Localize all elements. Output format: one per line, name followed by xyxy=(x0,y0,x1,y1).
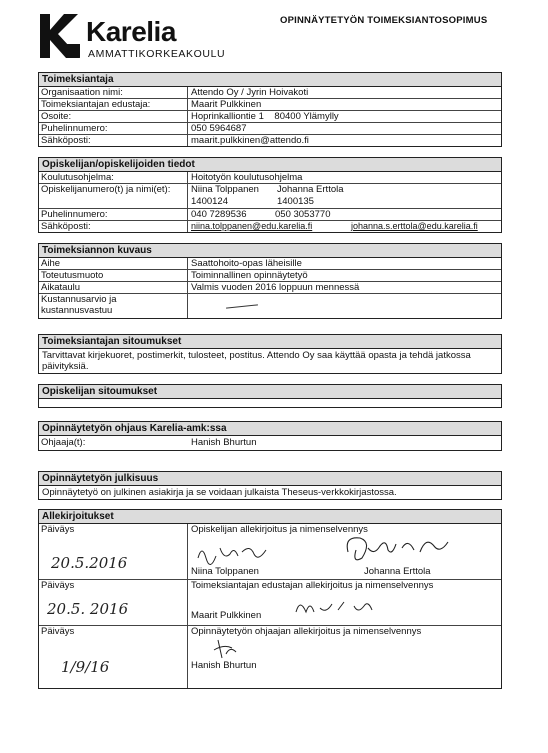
signature-cell[interactable] xyxy=(188,524,501,579)
section-opiskelija-sitoumukset xyxy=(38,384,502,408)
publicity-text: Opinnäytetyö on julkinen asiakirja ja se voidaan julkaista Theseus-verkkokirjastossa. xyxy=(42,487,397,498)
section-toimeksiantaja xyxy=(38,72,502,147)
student-phones-field[interactable] xyxy=(188,209,501,220)
supervisor-field[interactable]: Hanish Bhurtun xyxy=(191,437,257,448)
section-sitoumukset xyxy=(38,334,502,374)
signature-2-image xyxy=(338,532,458,566)
row-label: Sähköposti: xyxy=(39,221,188,232)
handwritten-date: 1/9/16 xyxy=(61,658,110,676)
logo-subtitle: AMMATTIKORKEAKOULU xyxy=(88,48,226,60)
section-heading: Opinnäytetyön ohjaus Karelia-amk:ssa xyxy=(39,422,501,436)
signer-name: Maarit Pulkkinen xyxy=(191,610,262,621)
cost-field[interactable] xyxy=(188,294,501,318)
row-label: Ohjaaja(t): xyxy=(41,437,86,448)
schedule-field[interactable]: Valmis vuoden 2016 loppuun mennessä xyxy=(191,282,360,293)
student-1-email-link[interactable]: niina.tolppanen@edu.karelia.fi xyxy=(191,221,313,231)
row-label: Puhelinnumero: xyxy=(39,209,188,220)
section-opiskelijat xyxy=(38,157,502,233)
section-heading: Opiskelijan/opiskelijoiden tiedot xyxy=(39,158,501,172)
row-label: Kustannusarvio ja kustannusvastuu xyxy=(39,294,188,318)
signature-cell[interactable] xyxy=(188,626,501,688)
table-row xyxy=(39,258,501,270)
student-names-field[interactable] xyxy=(188,184,501,208)
section-heading: Allekirjoitukset xyxy=(39,510,501,524)
student-1 xyxy=(191,184,277,208)
date-cell[interactable] xyxy=(39,626,188,688)
table-row xyxy=(39,135,501,146)
section-kuvaus xyxy=(38,243,502,319)
section-heading: Opinnäytetyön julkisuus xyxy=(39,472,501,486)
signature-1-image xyxy=(194,538,284,568)
document-title: OPINNÄYTETYÖN TOIMEKSIANTOSOPIMUS xyxy=(280,15,488,26)
representative-field[interactable]: Maarit Pulkkinen xyxy=(191,99,262,110)
table-row xyxy=(39,270,501,282)
row-label: Osoite: xyxy=(39,111,188,122)
section-allekirjoitukset xyxy=(38,509,502,689)
date-label: Päiväys xyxy=(41,626,75,637)
handwritten-date: 20.5. 2016 xyxy=(47,600,129,618)
table-row xyxy=(39,111,501,123)
signer-2-name: Johanna Erttola xyxy=(364,566,431,577)
table-row xyxy=(39,172,501,184)
table-row xyxy=(39,436,501,450)
section-heading: Toimeksiantaja xyxy=(39,73,501,87)
table-row xyxy=(39,282,501,294)
table-row xyxy=(39,87,501,99)
student-emails-field[interactable] xyxy=(188,221,501,232)
signature-label: Opinnäytetyön ohjaajan allekirjoitus ja nimenselvennys xyxy=(191,626,422,637)
row-label: Toteutusmuoto xyxy=(39,270,188,281)
email-field[interactable]: maarit.pulkkinen@attendo.fi xyxy=(191,135,309,146)
signature-label: Opiskelijan allekirjoitus ja nimenselvennys xyxy=(191,524,368,535)
signature-row-students xyxy=(39,524,501,580)
student-2-name: Johanna Erttola xyxy=(276,184,344,195)
student-2-email-link[interactable]: johanna.s.erttola@edu.karelia.fi xyxy=(351,221,478,231)
implementation-field[interactable]: Toiminnallinen opinnäytetyö xyxy=(191,270,308,281)
section-heading: Toimeksiantajan sitoumukset xyxy=(39,335,501,349)
karelia-logo-mark-icon xyxy=(40,14,82,58)
signature-label: Toimeksiantajan edustajan allekirjoitus ja nimenselvennys xyxy=(191,580,434,591)
date-cell[interactable] xyxy=(39,524,188,579)
row-label: Koulutusohjelma: xyxy=(39,172,188,183)
table-row xyxy=(39,184,501,209)
date-label: Päiväys xyxy=(41,524,75,535)
phone-field[interactable]: 050 5964687 xyxy=(191,123,247,134)
student-1-name: Niina Tolppanen xyxy=(191,184,259,195)
date-label: Päiväys xyxy=(41,580,75,591)
signature-row-client xyxy=(39,580,501,626)
row-label: Toimeksiantajan edustaja: xyxy=(39,99,188,110)
section-heading: Toimeksiannon kuvaus xyxy=(39,244,501,258)
logo-name: Karelia xyxy=(86,16,176,47)
signature-row-supervisor xyxy=(39,626,501,688)
table-row xyxy=(39,209,501,221)
section-heading: Opiskelijan sitoumukset xyxy=(39,385,501,399)
commitments-text[interactable]: Tarvittavat kirjekuoret, postimerkit, tulosteet, postitus. Attendo Oy saa käyttää opasta ja tehdä jatkossa päivityksiä. xyxy=(42,350,471,372)
dash-mark xyxy=(226,304,258,308)
degree-programme-field[interactable]: Hoitotyön koulutusohjelma xyxy=(191,172,303,183)
row-label: Aikataulu xyxy=(39,282,188,293)
signature-supervisor-image xyxy=(210,636,250,662)
table-row xyxy=(39,294,501,318)
signer-1-name: Niina Tolppanen xyxy=(191,566,259,577)
karelia-logo xyxy=(40,14,230,60)
date-cell[interactable] xyxy=(39,580,188,625)
table-row xyxy=(39,99,501,111)
organisation-name-field[interactable]: Attendo Oy / Jyrin Hoivakoti xyxy=(191,87,309,98)
signer-name: Hanish Bhurtun xyxy=(191,660,257,671)
row-label: Opiskelijanumero(t) ja nimi(et): xyxy=(39,184,188,208)
section-julkisuus xyxy=(38,471,502,500)
student-1-phone: 040 7289536 xyxy=(191,209,247,220)
table-row xyxy=(39,123,501,135)
row-label: Puhelinnumero: xyxy=(39,123,188,134)
address-field[interactable]: Hoprinkalliontie 1 80400 Ylämylly xyxy=(191,111,339,122)
student-2-phone: 050 3053770 xyxy=(275,209,331,220)
handwritten-date: 20.5.2016 xyxy=(51,554,128,572)
table-row xyxy=(39,221,501,232)
signature-client-image xyxy=(292,596,382,620)
topic-field[interactable]: Saattohoito-opas läheisille xyxy=(191,258,302,269)
row-label: Organisaation nimi: xyxy=(39,87,188,98)
student-1-number: 1400124 xyxy=(191,196,228,207)
signature-cell[interactable] xyxy=(188,580,501,625)
row-label: Aihe xyxy=(39,258,188,269)
student-2-number: 1400135 xyxy=(276,196,314,207)
row-label: Sähköposti: xyxy=(39,135,188,146)
section-ohjaus xyxy=(38,421,502,451)
student-2 xyxy=(277,184,362,208)
